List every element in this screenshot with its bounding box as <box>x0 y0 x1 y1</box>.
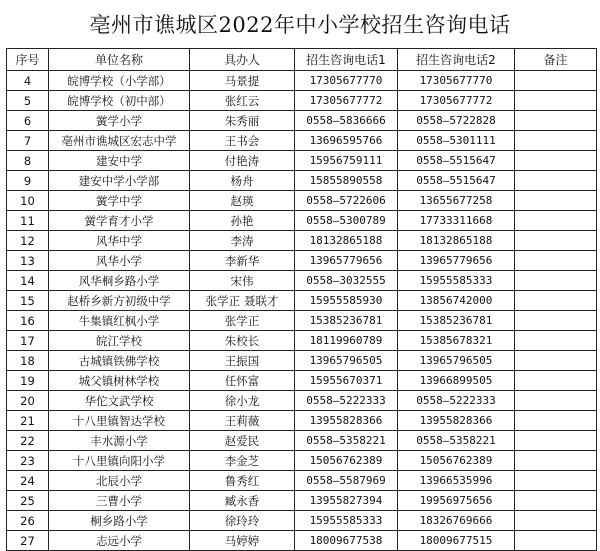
cell-unit-name: 亳州市谯城区宏志中学 <box>49 131 190 151</box>
cell-index: 26 <box>7 511 49 531</box>
table-row <box>7 151 597 171</box>
cell-phone-1: 13955828366 <box>295 411 398 431</box>
table-row <box>7 251 597 271</box>
cell-index: 13 <box>7 251 49 271</box>
cell-unit-name: 黉学育才小学 <box>49 211 190 231</box>
cell-unit-name: 皖博学校（初中部） <box>49 91 190 111</box>
cell-index: 10 <box>7 191 49 211</box>
table-row <box>7 531 597 551</box>
cell-contact-person: 赵爱民 <box>190 431 295 451</box>
cell-index: 6 <box>7 111 49 131</box>
cell-index: 14 <box>7 271 49 291</box>
cell-unit-name: 赵桥乡新方初级中学 <box>49 291 190 311</box>
cell-index: 22 <box>7 431 49 451</box>
cell-unit-name: 十八里镇智达学校 <box>49 411 190 431</box>
cell-phone-1: 0558—3032555 <box>295 271 398 291</box>
table-row <box>7 231 597 251</box>
cell-unit-name: 十八里镇向阳小学 <box>49 451 190 471</box>
contact-table <box>6 48 597 551</box>
cell-remarks <box>515 371 597 391</box>
cell-phone-2: 17305677770 <box>398 71 515 91</box>
cell-remarks <box>515 151 597 171</box>
header-remarks: 备注 <box>515 49 597 71</box>
cell-phone-1: 15955585333 <box>295 511 398 531</box>
header-unit-name: 单位名称 <box>49 49 190 71</box>
cell-phone-2: 19956975656 <box>398 491 515 511</box>
cell-phone-1: 13965796505 <box>295 351 398 371</box>
cell-phone-2: 18009677515 <box>398 531 515 551</box>
cell-contact-person: 孙艳 <box>190 211 295 231</box>
cell-remarks <box>515 411 597 431</box>
table-row <box>7 351 597 371</box>
cell-contact-person: 马婷婷 <box>190 531 295 551</box>
cell-phone-1: 0558—5358221 <box>295 431 398 451</box>
cell-index: 27 <box>7 531 49 551</box>
cell-contact-person: 朱校长 <box>190 331 295 351</box>
cell-phone-2: 15056762389 <box>398 451 515 471</box>
cell-phone-2: 13965796505 <box>398 351 515 371</box>
cell-unit-name: 城父镇树林学校 <box>49 371 190 391</box>
cell-index: 24 <box>7 471 49 491</box>
cell-phone-2: 13965779656 <box>398 251 515 271</box>
cell-remarks <box>515 351 597 371</box>
cell-unit-name: 华佗文武学校 <box>49 391 190 411</box>
table-row <box>7 191 597 211</box>
cell-contact-person: 朱秀丽 <box>190 111 295 131</box>
cell-index: 4 <box>7 71 49 91</box>
cell-unit-name: 丰水源小学 <box>49 431 190 451</box>
table-row <box>7 311 597 331</box>
page-title: 亳州市谯城区2022年中小学校招生咨询电话 <box>89 13 511 37</box>
cell-remarks <box>515 191 597 211</box>
cell-remarks <box>515 251 597 271</box>
cell-index: 8 <box>7 151 49 171</box>
cell-phone-2: 17305677772 <box>398 91 515 111</box>
cell-remarks <box>515 291 597 311</box>
table-row <box>7 511 597 531</box>
cell-unit-name: 黉学小学 <box>49 111 190 131</box>
table-row <box>7 471 597 491</box>
cell-contact-person: 李涛 <box>190 231 295 251</box>
cell-remarks <box>515 71 597 91</box>
table-row <box>7 111 597 131</box>
cell-contact-person: 徐玲玲 <box>190 511 295 531</box>
header-index: 序号 <box>7 49 49 71</box>
cell-phone-2: 15955585333 <box>398 271 515 291</box>
cell-contact-person: 宋伟 <box>190 271 295 291</box>
cell-unit-name: 皖博学校（小学部） <box>49 71 190 91</box>
cell-index: 23 <box>7 451 49 471</box>
table-row <box>7 371 597 391</box>
cell-index: 7 <box>7 131 49 151</box>
table-row <box>7 431 597 451</box>
cell-index: 11 <box>7 211 49 231</box>
cell-unit-name: 建安中学小学部 <box>49 171 190 191</box>
cell-phone-1: 0558—5222333 <box>295 391 398 411</box>
table-row <box>7 91 597 111</box>
cell-remarks <box>515 331 597 351</box>
cell-phone-2: 0558—5222333 <box>398 391 515 411</box>
table-row <box>7 131 597 151</box>
cell-phone-1: 18132865188 <box>295 231 398 251</box>
cell-phone-2: 13856742000 <box>398 291 515 311</box>
cell-contact-person: 王振国 <box>190 351 295 371</box>
cell-remarks <box>515 231 597 251</box>
cell-unit-name: 风华中学 <box>49 231 190 251</box>
cell-remarks <box>515 451 597 471</box>
cell-contact-person: 张学正 聂联才 <box>190 291 295 311</box>
cell-phone-2: 13966535996 <box>398 471 515 491</box>
table-row <box>7 331 597 351</box>
cell-phone-1: 0558—5587969 <box>295 471 398 491</box>
table-row <box>7 291 597 311</box>
cell-index: 9 <box>7 171 49 191</box>
table-row <box>7 391 597 411</box>
table-row <box>7 171 597 191</box>
cell-phone-1: 13696595766 <box>295 131 398 151</box>
cell-remarks <box>515 511 597 531</box>
cell-index: 15 <box>7 291 49 311</box>
cell-unit-name: 黉学中学 <box>49 191 190 211</box>
cell-contact-person: 李新华 <box>190 251 295 271</box>
cell-unit-name: 志远小学 <box>49 531 190 551</box>
cell-phone-1: 13965779656 <box>295 251 398 271</box>
header-contact-person: 具办人 <box>190 49 295 71</box>
cell-remarks <box>515 471 597 491</box>
header-phone-1: 招生咨询电话1 <box>295 49 398 71</box>
cell-phone-2: 0558—5722828 <box>398 111 515 131</box>
cell-phone-2: 0558—5301111 <box>398 131 515 151</box>
cell-phone-1: 15956759111 <box>295 151 398 171</box>
cell-unit-name: 牛集镇红枫小学 <box>49 311 190 331</box>
cell-phone-2: 0558—5358221 <box>398 431 515 451</box>
cell-contact-person: 鲁秀红 <box>190 471 295 491</box>
cell-phone-2: 0558—5515647 <box>398 171 515 191</box>
cell-contact-person: 臧永香 <box>190 491 295 511</box>
cell-remarks <box>515 531 597 551</box>
cell-phone-2: 17733311668 <box>398 211 515 231</box>
cell-index: 18 <box>7 351 49 371</box>
cell-phone-2: 15385678321 <box>398 331 515 351</box>
table-row <box>7 211 597 231</box>
cell-index: 17 <box>7 331 49 351</box>
cell-remarks <box>515 311 597 331</box>
cell-phone-1: 15955585930 <box>295 291 398 311</box>
cell-phone-1: 0558—5722606 <box>295 191 398 211</box>
cell-phone-2: 18326769666 <box>398 511 515 531</box>
cell-remarks <box>515 391 597 411</box>
table-row <box>7 71 597 91</box>
cell-phone-1: 15056762389 <box>295 451 398 471</box>
cell-phone-1: 15955670371 <box>295 371 398 391</box>
cell-remarks <box>515 91 597 111</box>
cell-contact-person: 李金芝 <box>190 451 295 471</box>
cell-remarks <box>515 431 597 451</box>
cell-index: 19 <box>7 371 49 391</box>
table-row <box>7 491 597 511</box>
cell-contact-person: 王书会 <box>190 131 295 151</box>
cell-phone-1: 13955827394 <box>295 491 398 511</box>
cell-index: 16 <box>7 311 49 331</box>
cell-remarks <box>515 111 597 131</box>
cell-phone-2: 13955828366 <box>398 411 515 431</box>
header-phone-2: 招生咨询电话2 <box>398 49 515 71</box>
cell-index: 5 <box>7 91 49 111</box>
cell-unit-name: 皖江学校 <box>49 331 190 351</box>
cell-contact-person: 马景提 <box>190 71 295 91</box>
cell-contact-person: 张红云 <box>190 91 295 111</box>
cell-unit-name: 三曹小学 <box>49 491 190 511</box>
cell-unit-name: 桐乡路小学 <box>49 511 190 531</box>
cell-phone-2: 13966899505 <box>398 371 515 391</box>
cell-contact-person: 付艳涛 <box>190 151 295 171</box>
table-row <box>7 271 597 291</box>
cell-phone-1: 18009677538 <box>295 531 398 551</box>
cell-unit-name: 北辰小学 <box>49 471 190 491</box>
header-row <box>7 49 597 71</box>
cell-contact-person: 徐小龙 <box>190 391 295 411</box>
cell-remarks <box>515 211 597 231</box>
cell-phone-1: 0558—5300789 <box>295 211 398 231</box>
cell-phone-1: 18119960789 <box>295 331 398 351</box>
cell-unit-name: 风华桐乡路小学 <box>49 271 190 291</box>
cell-remarks <box>515 131 597 151</box>
cell-phone-2: 18132865188 <box>398 231 515 251</box>
cell-contact-person: 王莉薇 <box>190 411 295 431</box>
cell-contact-person: 任怀富 <box>190 371 295 391</box>
cell-phone-2: 13655677258 <box>398 191 515 211</box>
cell-contact-person: 赵瑛 <box>190 191 295 211</box>
cell-phone-2: 15385236781 <box>398 311 515 331</box>
table-row <box>7 411 597 431</box>
cell-phone-2: 0558—5515647 <box>398 151 515 171</box>
table-row <box>7 451 597 471</box>
cell-phone-1: 0558—5836666 <box>295 111 398 131</box>
cell-index: 12 <box>7 231 49 251</box>
cell-unit-name: 建安中学 <box>49 151 190 171</box>
cell-unit-name: 风华小学 <box>49 251 190 271</box>
cell-unit-name: 古城镇铁佛学校 <box>49 351 190 371</box>
cell-remarks <box>515 491 597 511</box>
cell-index: 21 <box>7 411 49 431</box>
cell-phone-1: 15855890558 <box>295 171 398 191</box>
cell-phone-1: 17305677770 <box>295 71 398 91</box>
cell-index: 20 <box>7 391 49 411</box>
cell-phone-1: 15385236781 <box>295 311 398 331</box>
cell-phone-1: 17305677772 <box>295 91 398 111</box>
cell-remarks <box>515 171 597 191</box>
cell-index: 25 <box>7 491 49 511</box>
cell-remarks <box>515 271 597 291</box>
cell-contact-person: 张学正 <box>190 311 295 331</box>
cell-contact-person: 杨舟 <box>190 171 295 191</box>
